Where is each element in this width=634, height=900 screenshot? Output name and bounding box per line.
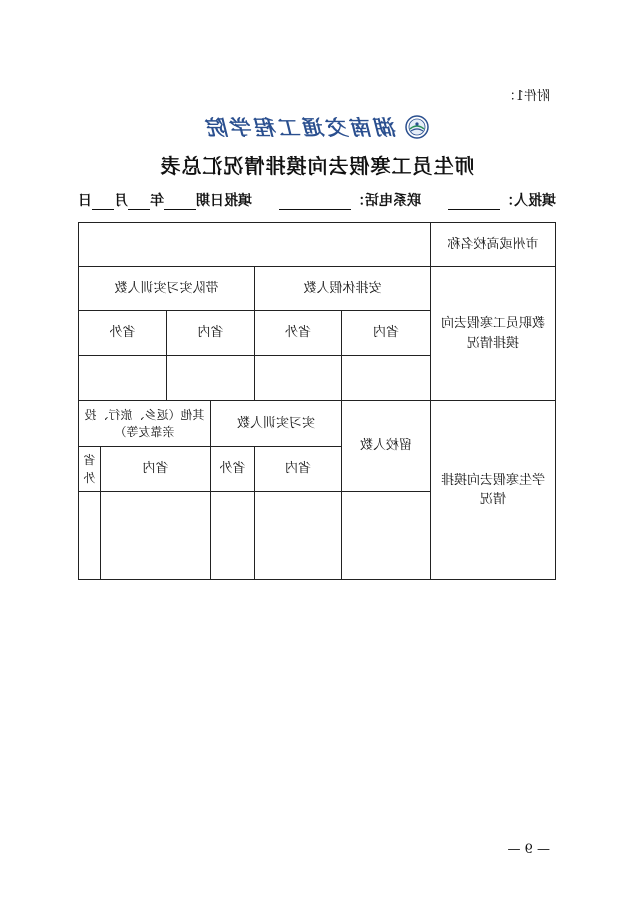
school-name-row bbox=[79, 223, 556, 267]
staff-internship-in-province: 省内 bbox=[167, 311, 255, 356]
school-seal-icon bbox=[405, 115, 429, 139]
student-internship-header: 实习实训人数 bbox=[211, 401, 342, 447]
day-label: 日 bbox=[78, 193, 92, 209]
day-blank bbox=[92, 195, 114, 210]
date-label: 填报日期 bbox=[196, 193, 252, 209]
student-internship-out-cell bbox=[211, 492, 255, 580]
staff-holiday-header: 安排休假人数 bbox=[255, 267, 431, 311]
student-stay-cell bbox=[342, 492, 431, 580]
month-blank bbox=[128, 195, 150, 210]
staff-holiday-in-province: 省内 bbox=[342, 311, 431, 356]
month-label: 月 bbox=[114, 193, 128, 209]
summary-table bbox=[78, 222, 556, 580]
appendix-label: 附件1： bbox=[502, 89, 550, 104]
phone-field bbox=[279, 190, 421, 210]
staff-holiday-in-cell bbox=[342, 356, 431, 401]
student-other-header: 其他（返乡、旅行、投亲靠友等） bbox=[79, 401, 211, 447]
date-field bbox=[78, 190, 252, 210]
staff-internship-in-cell bbox=[167, 356, 255, 401]
student-other-out-province: 省外 bbox=[79, 447, 101, 492]
school-name-header: 市州或高校名称 bbox=[431, 223, 556, 267]
school-name-cell bbox=[79, 223, 431, 267]
staff-internship-lead-header: 带队实习实训人数 bbox=[79, 267, 255, 311]
document-title: 师生员工寒假去向摸排情况汇总表 bbox=[159, 154, 475, 178]
staff-internship-out-province: 省外 bbox=[79, 311, 167, 356]
school-name: 湖南交通工程学院 bbox=[205, 115, 397, 140]
staff-holiday-out-cell bbox=[255, 356, 342, 401]
student-category-row bbox=[79, 401, 556, 447]
reporter-blank bbox=[448, 195, 500, 210]
staff-holiday-out-province: 省外 bbox=[255, 311, 342, 356]
reporter-label: 填报人： bbox=[500, 193, 556, 209]
student-stay-header: 留校人数 bbox=[342, 401, 431, 492]
student-other-out-cell bbox=[79, 492, 101, 580]
student-internship-out-province: 省外 bbox=[211, 447, 255, 492]
form-meta-row bbox=[78, 190, 556, 210]
student-internship-in-province: 省内 bbox=[255, 447, 342, 492]
phone-label: 联系电话： bbox=[351, 193, 421, 209]
student-other-in-province: 省内 bbox=[101, 447, 211, 492]
phone-blank bbox=[279, 195, 351, 210]
page-number: — 9 — bbox=[507, 842, 550, 857]
school-header bbox=[0, 112, 634, 142]
year-label: 年 bbox=[150, 193, 164, 209]
reporter-field bbox=[448, 190, 556, 210]
staff-category-row bbox=[79, 267, 556, 311]
student-internship-in-cell bbox=[255, 492, 342, 580]
staff-internship-out-cell bbox=[79, 356, 167, 401]
year-blank bbox=[164, 195, 196, 210]
staff-section-label: 教职员工寒假去向摸排情况 bbox=[431, 267, 556, 401]
student-section-label: 学生寒假去向摸排情况 bbox=[431, 401, 556, 580]
student-other-in-cell bbox=[101, 492, 211, 580]
